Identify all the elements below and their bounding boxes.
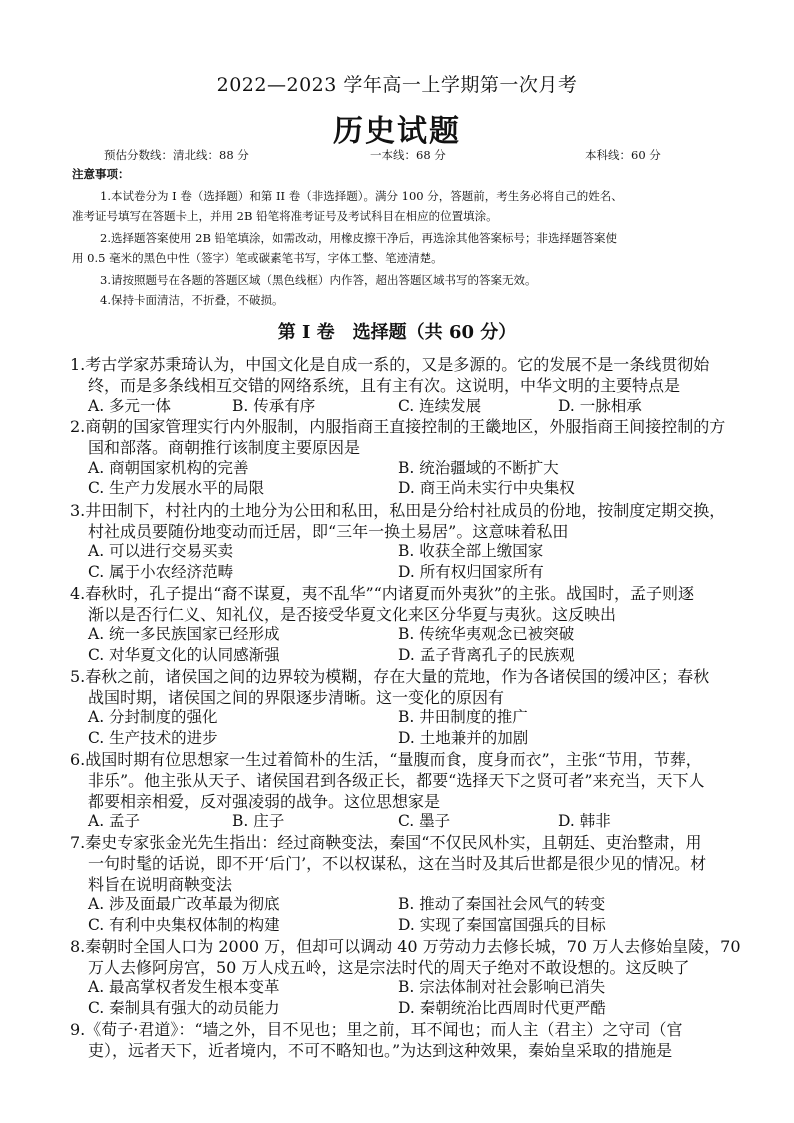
notice-item-3: 3.请按照题号在各题的答题区域（黑色线框）内作答，超出答题区域书写的答案无效。 bbox=[100, 273, 537, 287]
notice-item-2a: 2.选择题答案使用 2B 铅笔填涂，如需改动，用橡皮擦干净后，再选涂其他答案标号；非选择题答案使 bbox=[100, 231, 618, 245]
question-7 bbox=[70, 832, 738, 895]
option-b: B. 庄子 bbox=[232, 812, 285, 830]
question-text-line: 9.《荀子·君道》：“墙之外，目不见也；里之前，耳不闻也；而人主（君主）之守司（官 bbox=[70, 1020, 683, 1039]
score-line-undergrad: 本科线：60 分 bbox=[585, 148, 661, 162]
question-text-line: 国和部落。商朝推行该制度主要原因是 bbox=[88, 438, 361, 457]
option-b: B. 收获全部上缴国家 bbox=[398, 542, 544, 560]
option-a: A. 孟子 bbox=[88, 812, 141, 830]
notice-item-1b: 准考证号填写在答题卡上，并用 2B 铅笔将准考证号及考试科目在相应的位置填涂。 bbox=[72, 209, 498, 223]
subject-title: 历史试题 bbox=[333, 114, 461, 149]
option-d: D. 土地兼并的加剧 bbox=[398, 729, 529, 747]
score-lines bbox=[0, 147, 794, 163]
question-2 bbox=[70, 416, 738, 458]
question-9 bbox=[70, 1019, 738, 1061]
option-c: C. 秦制具有强大的动员能力 bbox=[88, 999, 280, 1017]
question-text-line: 7.秦史专家张金光先生指出：经过商鞅变法，秦国“不仅民风朴实，且朝廷、吏治整肃，用 bbox=[70, 833, 702, 852]
option-d: D. 所有权归国家所有 bbox=[398, 563, 544, 581]
notice-heading: 注意事项： bbox=[72, 167, 130, 181]
section-title: 第 I 卷 选择题（共 60 分） bbox=[277, 322, 517, 343]
option-b: B. 统治疆域的不断扩大 bbox=[398, 459, 559, 477]
option-d: D. 孟子背离孔子的民族观 bbox=[398, 646, 575, 664]
question-5 bbox=[70, 666, 738, 708]
option-c: C. 属于小农经济范畴 bbox=[88, 563, 234, 581]
question-text-line: 终，而是多条线相互交错的网络系统，且有主有次。这说明，中华文明的主要特点是 bbox=[88, 376, 681, 395]
option-a: A. 商朝国家机构的完善 bbox=[88, 459, 249, 477]
option-b: B. 推动了秦国社会风气的转变 bbox=[398, 895, 606, 913]
question-text-line: 村社成员要随份地变动而迁居，即“三年一换土易居”。这意味着私田 bbox=[88, 522, 569, 541]
option-c: C. 墨子 bbox=[398, 812, 451, 830]
question-text-line: 1.考古学家苏秉琦认为，中国文化是自成一系的，又是多源的。它的发展不是一条线贯彻始 bbox=[70, 355, 710, 374]
question-text-line: 2.商朝的国家管理实行内外服制，内服指商王直接控制的王畿地区，外服指商王间接控制的方 bbox=[70, 417, 726, 436]
question-text-line: 8.秦朝时全国人口为 2000 万，但却可以调动 40 万劳动力去修长城，70 万人去修始皇陵，70 bbox=[70, 937, 741, 956]
notice-item-1a: 1.本试卷分为 I 卷（选择题）和第 II 卷（非选择题）。满分 100 分，答题前，考生务必将自己的姓名、 bbox=[100, 189, 623, 203]
option-c: C. 对华夏文化的认同感渐强 bbox=[88, 646, 280, 664]
option-d: D. 一脉相承 bbox=[558, 397, 642, 415]
question-text-line: 一句时髦的话说，即不开‘后门’，不以权谋私，这在当时及其后世都是很少见的情况。材 bbox=[88, 854, 707, 873]
option-c: C. 连续发展 bbox=[398, 397, 482, 415]
notice-item-4: 4.保持卡面清洁，不折叠，不破损。 bbox=[100, 293, 284, 307]
option-a: A. 多元一体 bbox=[88, 397, 172, 415]
score-line-qingbei: 预估分数线：清北线：88 分 bbox=[104, 148, 249, 162]
option-d: D. 秦朝统治比西周时代更严酷 bbox=[398, 999, 606, 1017]
question-1 bbox=[70, 354, 738, 396]
question-6 bbox=[70, 749, 738, 812]
option-a: A. 分封制度的强化 bbox=[88, 708, 218, 726]
question-text-line: 3.井田制下，村社内的土地分为公田和私田，私田是分给村社成员的份地，按制度定期交换， bbox=[70, 501, 726, 520]
notice-item-2b: 用 0.5 毫米的黑色中性（签字）笔或碳素笔书写，字体工整、笔迹清楚。 bbox=[72, 251, 443, 265]
question-3 bbox=[70, 500, 738, 542]
question-text-line: 渐以是否行仁义、知礼仪，是否接受华夏文化来区分华夏与夷狄。这反映出 bbox=[88, 605, 617, 624]
option-a: A. 统一多民族国家已经形成 bbox=[88, 625, 280, 643]
exam-header-title: 2022—2023 学年高一上学期第一次月考 bbox=[216, 74, 578, 96]
option-d: D. 实现了秦国富国强兵的目标 bbox=[398, 916, 606, 934]
question-text-line: 5.春秋之前，诸侯国之间的边界较为模糊，存在大量的荒地，作为各诸侯国的缓冲区；春秋 bbox=[70, 667, 710, 686]
question-text-line: 战国时期，诸侯国之间的界限逐步清晰。这一变化的原因有 bbox=[88, 688, 505, 707]
option-c: C. 有利中央集权体制的构建 bbox=[88, 916, 280, 934]
question-8 bbox=[70, 936, 741, 978]
score-line-first-tier: 一本线：68 分 bbox=[370, 148, 446, 162]
question-text-line: 料旨在说明商鞅变法 bbox=[88, 875, 233, 894]
question-text-line: 吏），远者天下，近者境内，不可不略知也。”为达到这种效果，秦始皇采取的措施是 bbox=[88, 1041, 673, 1060]
option-b: B. 宗法体制对社会影响已消失 bbox=[398, 978, 606, 996]
option-c: C. 生产技术的进步 bbox=[88, 729, 218, 747]
option-b: B. 传统华夷观念已被突破 bbox=[398, 625, 575, 643]
question-text-line: 4.春秋时，孔子提出“裔不谋夏，夷不乱华”“内诸夏而外夷狄”的主张。战国时，孟子则逐 bbox=[70, 584, 694, 603]
question-text-line: 6.战国时期有位思想家一生过着简朴的生活，“量腹而食，度身而衣”，主张“节用，节葬， bbox=[70, 750, 702, 769]
option-d: D. 韩非 bbox=[558, 812, 611, 830]
question-text-line: 万人去修阿房宫，50 万人戍五岭，这是宗法时代的周天子绝对不敢设想的。这反映了 bbox=[88, 958, 690, 977]
question-text-line: 都要相亲相爱，反对强凌弱的战争。这位思想家是 bbox=[88, 792, 441, 811]
question-4 bbox=[70, 583, 738, 625]
option-d: D. 商王尚未实行中央集权 bbox=[398, 479, 575, 497]
option-b: B. 传承有序 bbox=[232, 397, 316, 415]
option-a: A. 最高掌权者发生根本变革 bbox=[88, 978, 280, 996]
option-b: B. 井田制度的推广 bbox=[398, 708, 528, 726]
question-text-line: 非乐”。他主张从天子、诸侯国君到各级正长，都要“选择天下之贤可者”来充当，天下人 bbox=[88, 771, 705, 790]
option-a: A. 可以进行交易买卖 bbox=[88, 542, 234, 560]
option-a: A. 涉及面最广改革最为彻底 bbox=[88, 895, 280, 913]
option-c: C. 生产力发展水平的局限 bbox=[88, 479, 265, 497]
